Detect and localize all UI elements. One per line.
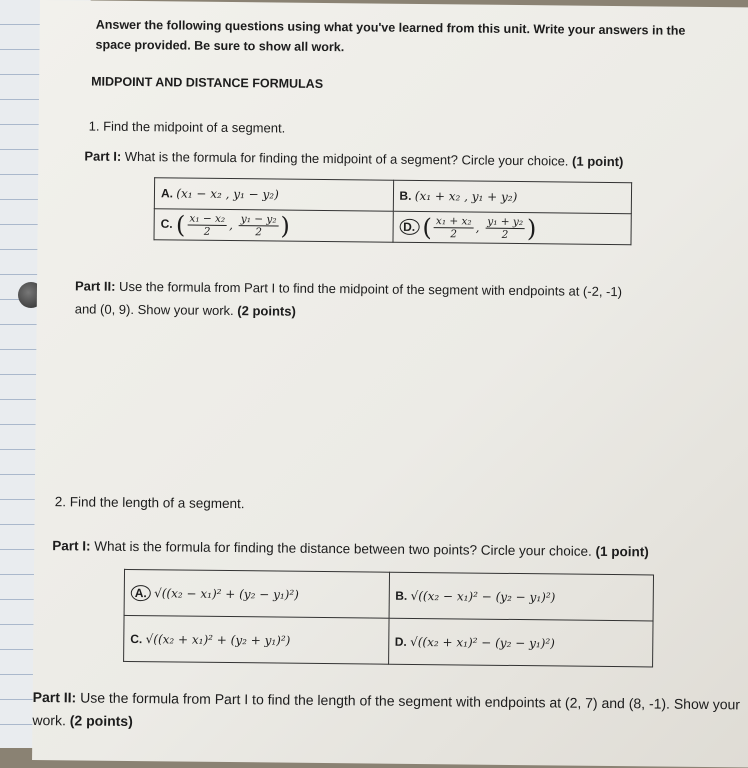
choice-formula: (x₁ − x₂ , y₁ − y₂)	[176, 186, 279, 202]
denominator: 2	[450, 227, 458, 240]
question-2-part-1	[52, 538, 649, 559]
choice-letter: B.	[399, 188, 412, 203]
denominator: 2	[501, 228, 509, 241]
part-label: Part II:	[74, 278, 116, 294]
choice-b[interactable]	[393, 180, 632, 213]
points: (1 point)	[572, 153, 624, 170]
section-title: MIDPOINT AND DISTANCE FORMULAS	[91, 74, 324, 91]
choice-letter: C.	[160, 216, 173, 231]
part-text: Use the formula from Part I to find the midpoint of the segment with endpoints at (-2, -1) and (0, 9). Show your work.	[74, 278, 623, 319]
choice-a[interactable]	[124, 569, 389, 618]
part-text: Use the formula from Part I to find the length of the segment with endpoints at (2, 7) and (8, -1). Show your work.	[32, 689, 741, 729]
numerator: x₁ + x₂	[434, 215, 474, 228]
part-label: Part I:	[52, 538, 91, 554]
denominator: 2	[255, 225, 262, 238]
part-label: Part I:	[84, 148, 122, 164]
choice-d[interactable]	[388, 618, 653, 667]
question-1-part-2	[75, 274, 635, 326]
choice-formula: √((x₂ + x₁)² + (y₂ + y₁)²)	[145, 631, 291, 648]
choice-formula: ( $\frac{\text{x₁ + x₂}}{2}$ , $\frac{\text{y₁ + y₂}}{2}$ )	[422, 213, 537, 243]
question-2-part-2	[32, 686, 748, 740]
choice-letter: C.	[130, 631, 143, 646]
question-2-title: 2. Find the length of a segment.	[54, 494, 245, 512]
choice-letter: B.	[395, 588, 408, 603]
denominator: 2	[203, 225, 211, 238]
choice-formula: √((x₂ − x₁)² − (y₂ − y₁)²)	[410, 588, 556, 604]
choice-b[interactable]	[389, 572, 654, 621]
choice-formula: √((x₂ − x₁)² + (y₂ − y₁)²)	[154, 585, 299, 602]
numerator: y₁ + y₂	[485, 215, 525, 228]
numerator: x₁ − x₂	[187, 212, 227, 225]
question-1-title: 1. Find the midpoint of a segment.	[88, 118, 286, 136]
choice-letter: D.	[394, 634, 407, 649]
part-text: What is the formula for finding the midpoint of a segment? Circle your choice.	[124, 148, 569, 169]
midpoint-choices-table	[153, 177, 632, 245]
choice-c[interactable]	[124, 615, 389, 664]
numerator: y₁ − y₂	[239, 213, 279, 226]
choice-d[interactable]	[392, 211, 631, 244]
points: (2 points)	[69, 712, 133, 730]
instructions: Answer the following questions using what you've learned from this unit. Write your answers in the space provided. Be sure to show all work.	[95, 17, 686, 55]
choice-letter: A.	[160, 186, 174, 201]
choice-formula: (x₁ + x₂ , y₁ + y₂)	[414, 188, 518, 205]
choice-formula: ( $\frac{\text{x₁ − x₂}}{2}$ , $\frac{\text{y₁ − y₂}}{2}$ )	[175, 210, 291, 240]
circled-choice-letter: A.	[131, 584, 151, 600]
choice-c[interactable]	[154, 209, 393, 242]
points: (1 point)	[595, 543, 649, 560]
distance-choices-table	[123, 569, 654, 668]
circled-choice-letter: D.	[399, 218, 419, 234]
part-text: What is the formula for finding the distance between two points? Circle your choice.	[94, 538, 592, 559]
worksheet-page	[32, 0, 748, 767]
question-1-part-1	[84, 148, 623, 169]
choice-formula: √((x₂ + x₁)² − (y₂ − y₁)²)	[410, 634, 555, 650]
points: (2 points)	[237, 303, 296, 319]
choice-a[interactable]	[154, 178, 393, 211]
part-label: Part II:	[32, 688, 77, 706]
